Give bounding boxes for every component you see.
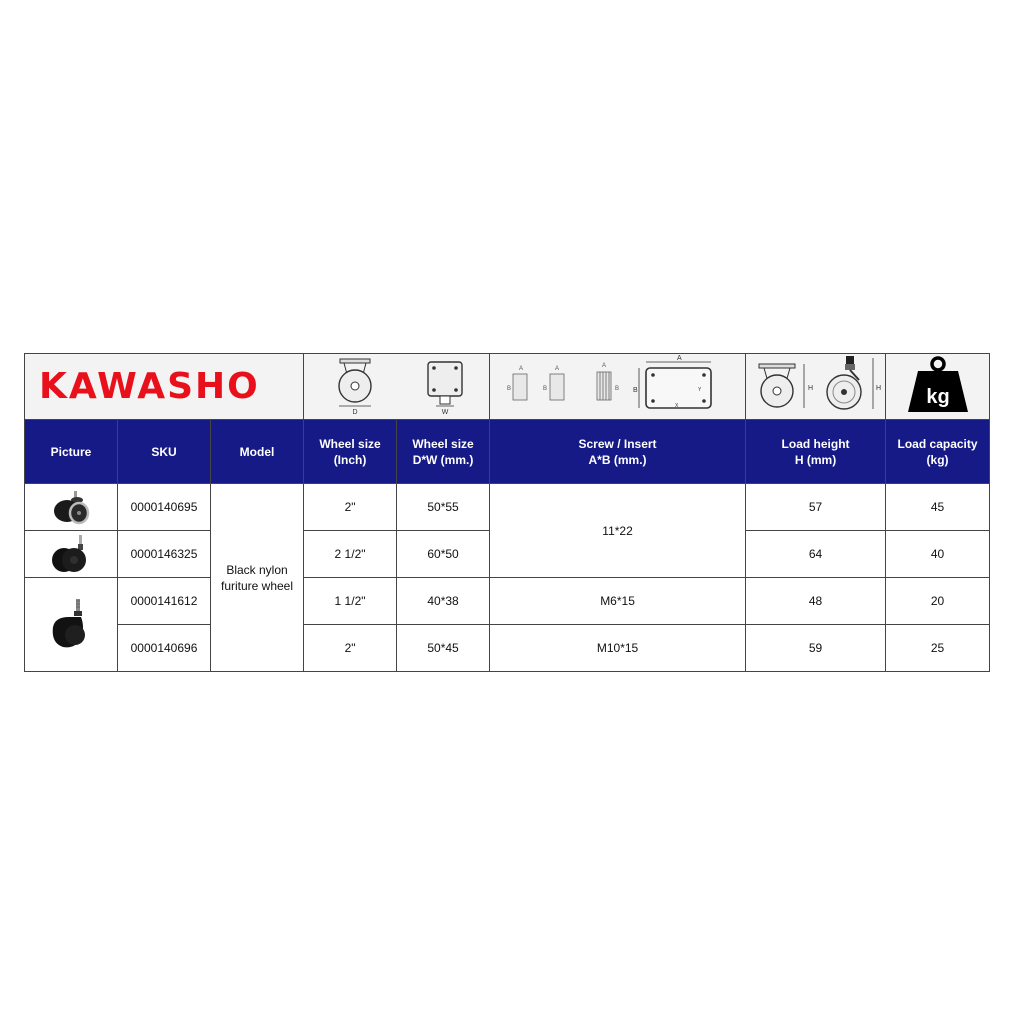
screw-insert-diagram [490,354,746,420]
load-capacity-cell: 25 [886,625,990,672]
load-capacity-cell: 20 [886,578,990,625]
h-label-2: H [875,385,881,392]
load-height-cell: 64 [746,531,886,578]
weight-icon [888,354,988,416]
wheel-inch-cell: 2 1/2" [304,531,397,578]
wheel-mm-cell: 50*45 [397,625,490,672]
kg-label: kg [925,386,950,408]
a-label-3: A [601,363,606,369]
sku-cell: 0000140695 [118,484,211,531]
wheel-mm-cell: 40*38 [397,578,490,625]
col-picture: Picture [25,420,118,484]
brand-cell [25,354,304,420]
col-wheel-size-mm: Wheel size D*W (mm.) [397,420,490,484]
sku-cell: 0000141612 [118,578,211,625]
spec-table [24,353,990,672]
model-cell: Black nylon furiture wheel [211,484,304,672]
sku-cell: 0000146325 [118,531,211,578]
a-label-1: A [518,366,523,372]
screw-dimension-icon [491,354,745,416]
table-row [25,484,990,531]
col-load-capacity: Load capacity (kg) [886,420,990,484]
w-label: W [441,409,449,416]
wheel-inch-cell: 2" [304,625,397,672]
brand-logo: KAWASHO [39,365,260,407]
diagram-row [25,354,990,420]
screw-cell: M6*15 [490,578,746,625]
wheel-inch-cell: 1 1/2" [304,578,397,625]
screw-cell: M10*15 [490,625,746,672]
wheel-size-diagram [304,354,490,420]
wheel-mm-cell: 50*55 [397,484,490,531]
wheel-dimension-icon [304,354,490,416]
caster-photo-1 [47,489,95,525]
col-sku: SKU [118,420,211,484]
caster-photo-3 [45,597,97,653]
picture-cell [25,484,118,531]
load-height-cell: 48 [746,578,886,625]
b-label-1: B [506,386,511,392]
table-row [25,578,990,625]
wheel-mm-cell: 60*50 [397,531,490,578]
plate-x-label: X [674,403,678,409]
load-height-cell: 59 [746,625,886,672]
screw-cell: 11*22 [490,484,746,578]
col-screw-insert: Screw / Insert A*B (mm.) [490,420,746,484]
sku-cell: 0000140696 [118,625,211,672]
load-capacity-cell: 45 [886,484,990,531]
load-capacity-cell: 40 [886,531,990,578]
a-label-2: A [554,366,559,372]
table-row [25,625,990,672]
wheel-inch-cell: 2" [304,484,397,531]
col-wheel-size-inch: Wheel size (Inch) [304,420,397,484]
caster-photo-2 [47,534,95,574]
load-height-icon [747,354,885,416]
plate-a-label: A [676,355,682,362]
col-model: Model [211,420,304,484]
load-height-diagram [746,354,886,420]
picture-cell [25,578,118,672]
load-capacity-diagram [886,354,990,420]
load-height-cell: 57 [746,484,886,531]
b-label-3: B [614,386,619,392]
plate-y-label: Y [697,387,701,393]
picture-cell [25,531,118,578]
d-label: D [352,409,358,416]
b-label-2: B [542,386,547,392]
col-load-height: Load height H (mm) [746,420,886,484]
h-label-1: H [807,385,813,392]
header-row [25,420,990,484]
plate-b-label: B [632,387,638,394]
